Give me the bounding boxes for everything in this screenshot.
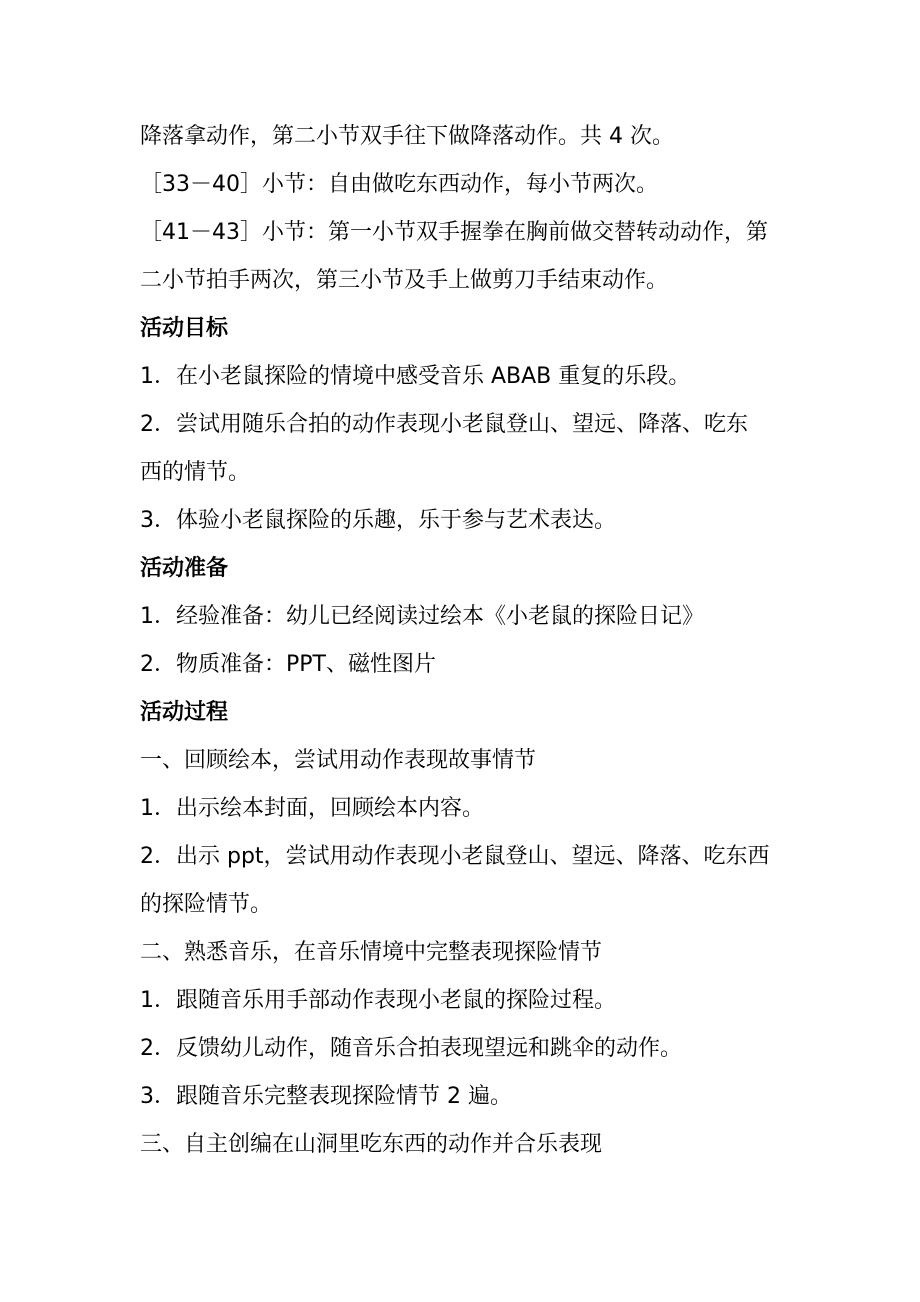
list-item: 1．在小老鼠探险的情境中感受音乐 ABAB 重复的乐段。 bbox=[140, 364, 691, 389]
list-item: 1．跟随音乐用手部动作表现小老鼠的探险过程。 bbox=[140, 988, 616, 1013]
list-item: 2．出示 ppt，尝试用动作表现小老鼠登山、望远、降落、吃东西 bbox=[140, 844, 770, 869]
paragraph-line: 二小节拍手两次，第三小节及手上做剪刀手结束动作。 bbox=[140, 268, 669, 293]
list-item: 3．跟随音乐完整表现探险情节 2 遍。 bbox=[140, 1084, 512, 1109]
subsection-heading: 二、熟悉音乐，在音乐情境中完整表现探险情节 bbox=[140, 940, 603, 965]
section-heading: 活动过程 bbox=[140, 700, 229, 725]
section-heading: 活动准备 bbox=[140, 556, 229, 581]
list-item-continuation: 的探险情节。 bbox=[140, 892, 273, 917]
subsection-heading: 一、回顾绘本，尝试用动作表现故事情节 bbox=[140, 748, 537, 773]
list-item: 1．出示绘本封面，回顾绘本内容。 bbox=[140, 796, 484, 821]
list-item: 1．经验准备：幼儿已经阅读过绘本《小老鼠的探险日记》 bbox=[140, 604, 704, 629]
subsection-heading: 三、自主创编在山洞里吃东西的动作并合乐表现 bbox=[140, 1132, 603, 1157]
list-item-continuation: 西的情节。 bbox=[140, 460, 251, 485]
list-item: 2．反馈幼儿动作，随音乐合拍表现望远和跳伞的动作。 bbox=[140, 1036, 682, 1061]
list-item: 2．尝试用随乐合拍的动作表现小老鼠登山、望远、降落、吃东 bbox=[140, 412, 748, 437]
paragraph-line: ［41－43］小节：第一小节双手握拳在胸前做交替转动动作，第 bbox=[140, 220, 768, 245]
section-heading: 活动目标 bbox=[140, 316, 229, 341]
paragraph-line: 降落拿动作，第二小节双手往下做降落动作。共 4 次。 bbox=[140, 124, 674, 149]
list-item: 3．体验小老鼠探险的乐趣，乐于参与艺术表达。 bbox=[140, 508, 616, 533]
list-item: 2．物质准备：PPT、磁性图片 bbox=[140, 652, 436, 677]
paragraph-line: ［33－40］小节：自由做吃东西动作，每小节两次。 bbox=[140, 172, 658, 197]
